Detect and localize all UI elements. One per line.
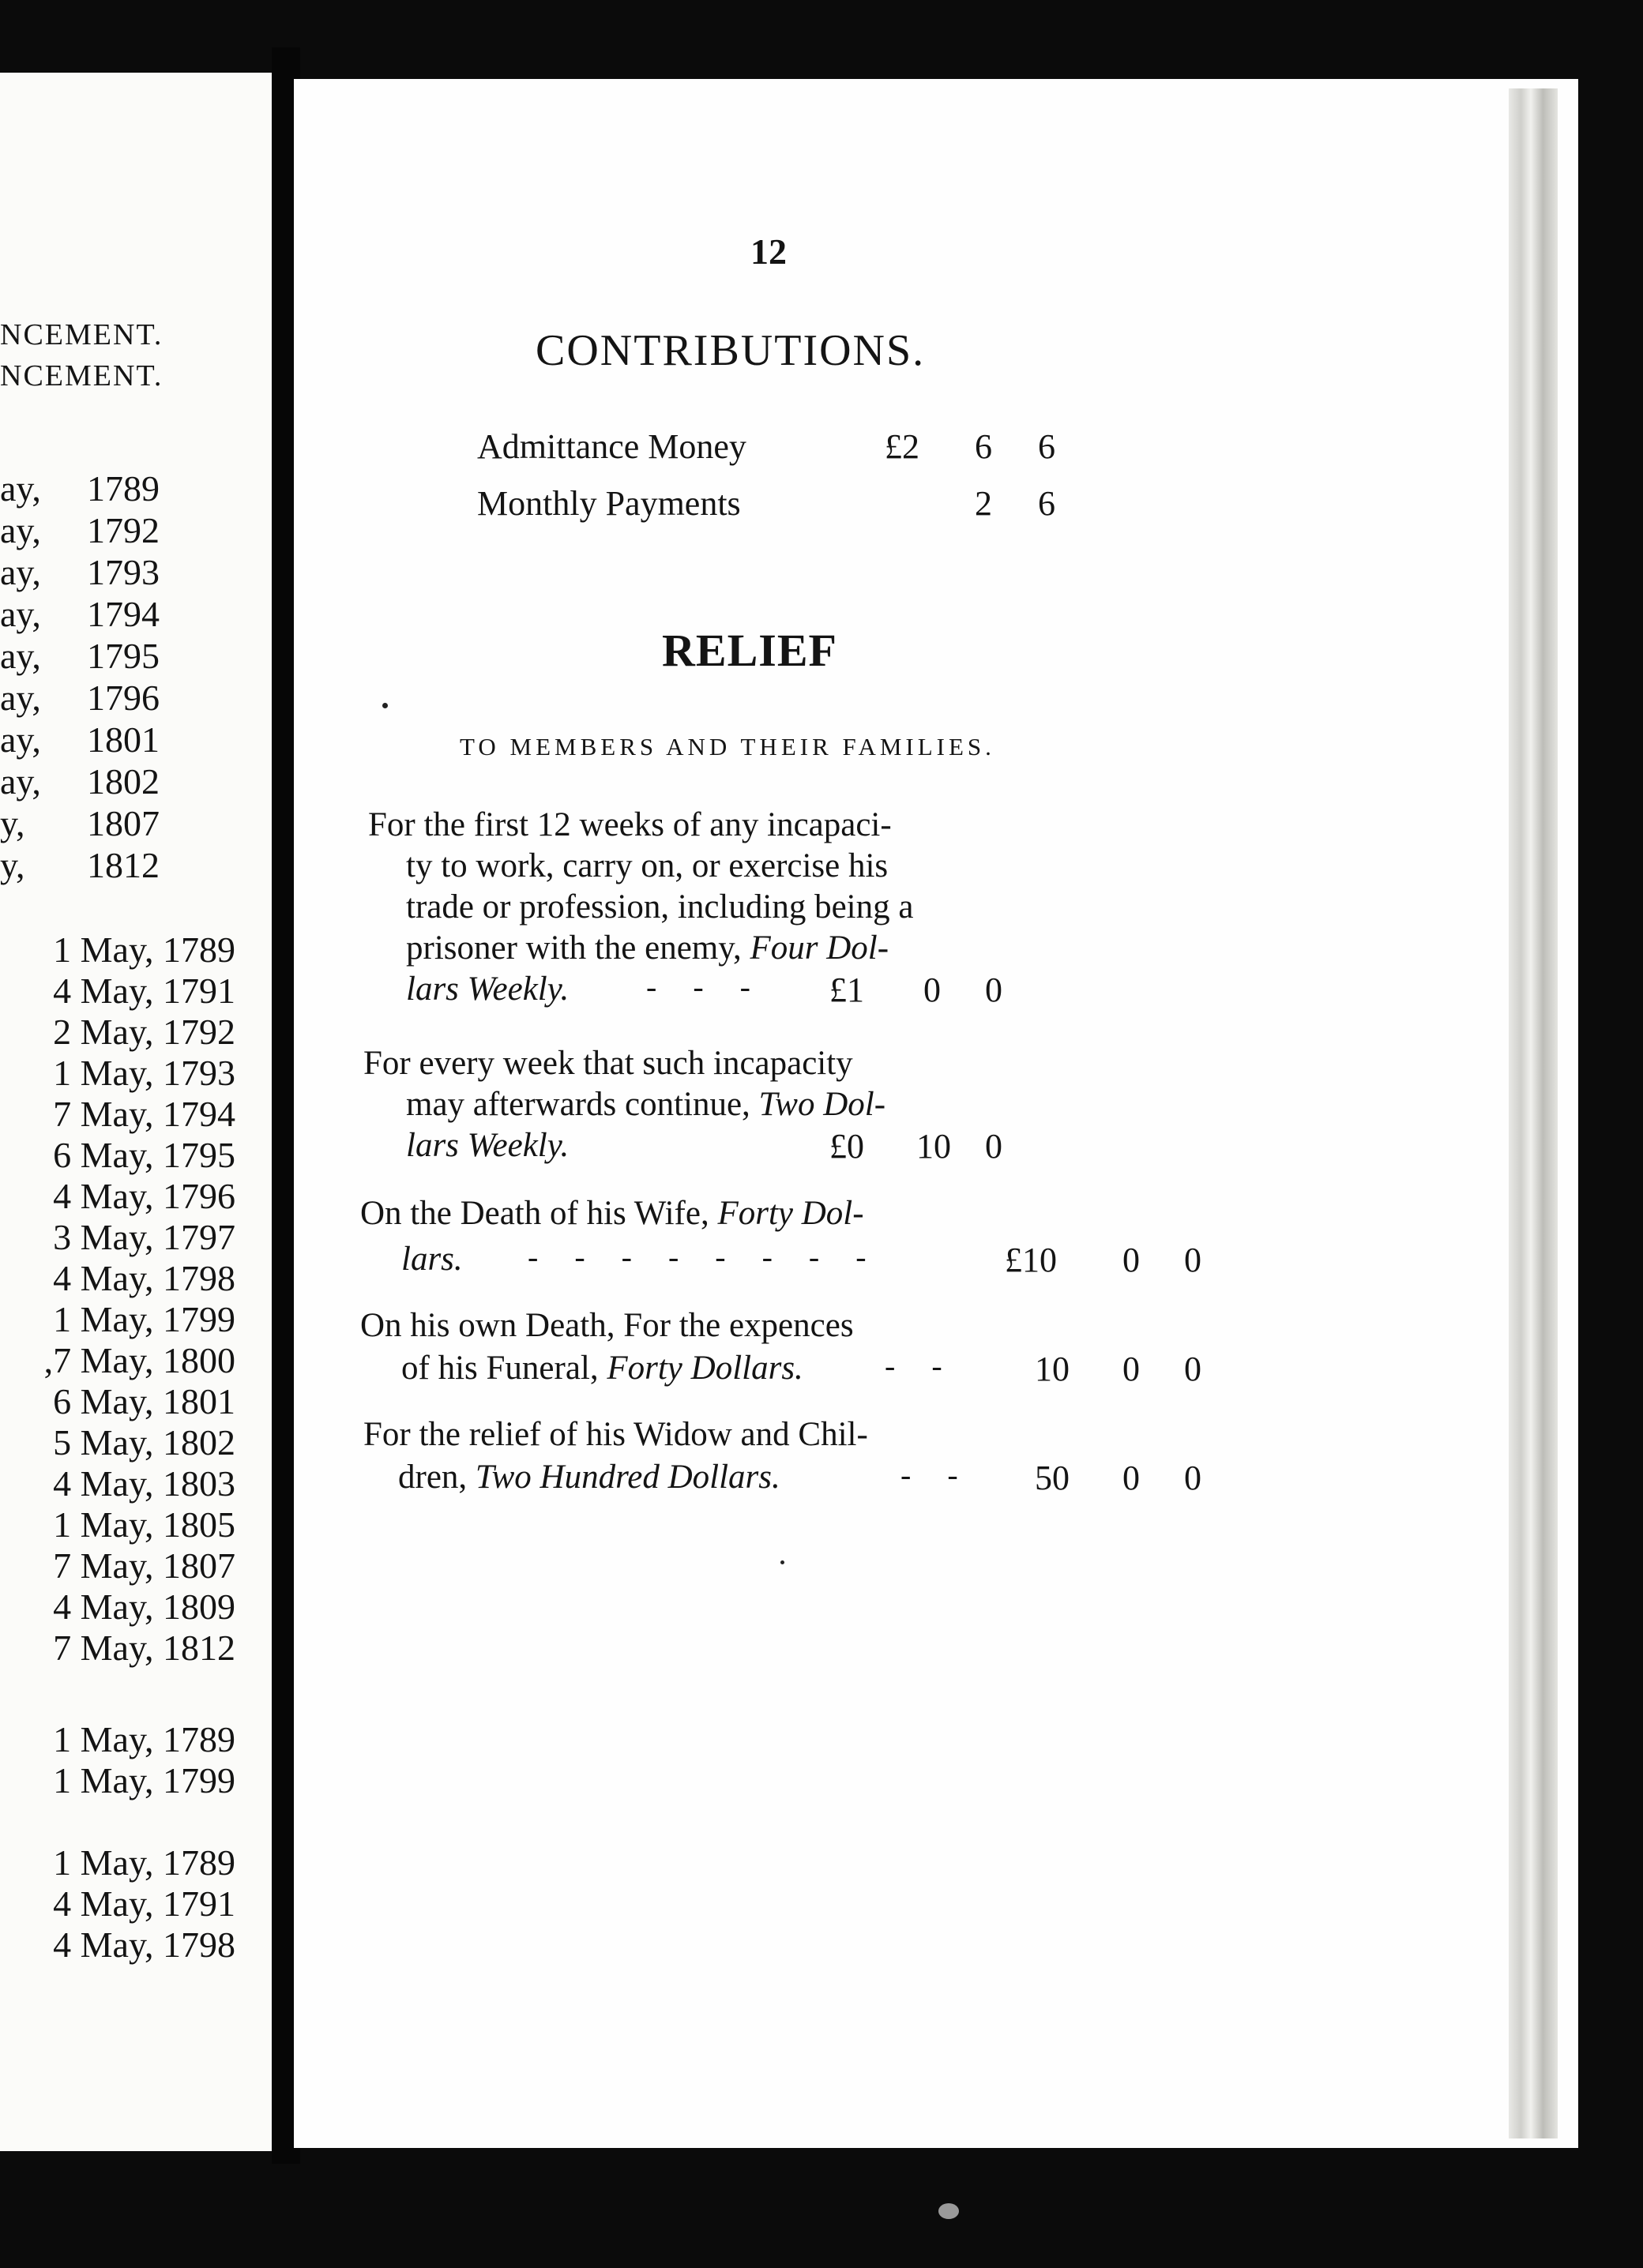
entry-text-line: ty to work, carry on, or exercise his xyxy=(406,847,889,884)
list-item: y, 1807 xyxy=(0,803,160,843)
table-row-label: Admittance Money xyxy=(477,427,746,466)
entry-pence: 0 xyxy=(1184,1350,1201,1388)
list-item: 1 May, 1799 xyxy=(53,1299,235,1339)
relief-title: RELIEF xyxy=(662,625,837,676)
table-cell-pence: 6 xyxy=(1038,427,1055,466)
table-cell-pence: 6 xyxy=(1038,484,1055,523)
entry-text-line xyxy=(360,1194,864,1233)
list-item: 1 May, 1793 xyxy=(53,1053,235,1093)
list-item: 4 May, 1791 xyxy=(53,971,235,1011)
page-edge xyxy=(1509,88,1558,2138)
entry-text-line: For every week that such incapacity xyxy=(363,1045,853,1082)
list-item: 1 May, 1789 xyxy=(53,929,235,970)
list-item: ay, 1801 xyxy=(0,719,160,760)
table-cell-shillings: 6 xyxy=(975,427,992,466)
entry-italic-text: Two Dol- xyxy=(758,1086,886,1123)
entry-shillings: 0 xyxy=(923,971,941,1009)
scan-speck xyxy=(382,703,388,708)
leader-dots: - - xyxy=(885,1348,957,1384)
entry-italic-text: lars Weekly. xyxy=(406,1127,570,1164)
list-item: ay, 1794 xyxy=(0,594,160,634)
entry-text-line xyxy=(406,1085,885,1124)
list-item: 5 May, 1802 xyxy=(53,1422,235,1463)
list-item: 6 May, 1795 xyxy=(53,1135,235,1175)
entry-text-line xyxy=(401,1240,463,1279)
entry-text-line xyxy=(406,970,569,1008)
list-item: ay, 1789 xyxy=(0,468,160,509)
list-item: ay, 1796 xyxy=(0,678,160,718)
entry-amount: 10 xyxy=(1035,1350,1070,1388)
entry-text-line: For the first 12 weeks of any incapaci- xyxy=(368,806,892,843)
entry-shillings: 0 xyxy=(1122,1350,1140,1388)
table-row-label: Monthly Payments xyxy=(477,484,741,523)
entry-pence: 0 xyxy=(1184,1459,1201,1497)
relief-subtitle: TO MEMBERS AND THEIR FAMILIES. xyxy=(460,733,995,760)
leader-dots: - - - - - - - - xyxy=(528,1239,881,1275)
list-item: y, 1812 xyxy=(0,845,160,885)
list-item: 1 May, 1789 xyxy=(53,1842,235,1883)
entry-shillings: 0 xyxy=(1122,1241,1140,1279)
entry-pence: 0 xyxy=(1184,1241,1201,1279)
list-item: 4 May, 1791 xyxy=(53,1883,235,1924)
leader-dots: - - - xyxy=(646,969,765,1004)
entry-pence: 0 xyxy=(985,971,1002,1009)
entry-text-line xyxy=(406,1126,569,1165)
entry-text-line: trade or profession, including being a xyxy=(406,888,914,926)
entry-italic-text: Forty Dollars. xyxy=(607,1350,803,1387)
entry-text-line: For the relief of his Widow and Chil- xyxy=(363,1416,868,1453)
list-item: 7 May, 1794 xyxy=(53,1094,235,1134)
list-item: 1 May, 1789 xyxy=(53,1719,235,1759)
entry-amount: £10 xyxy=(1005,1241,1057,1279)
table-cell-shillings: 2 xyxy=(975,484,992,523)
list-item: ,7 May, 1800 xyxy=(43,1340,235,1380)
entry-italic-text: lars Weekly. xyxy=(406,971,570,1008)
list-item: 1 May, 1799 xyxy=(53,1760,235,1801)
left-heading-line-1: NCEMENT. xyxy=(0,318,164,351)
entry-text-line xyxy=(401,1349,803,1387)
scan-speck xyxy=(780,1560,784,1564)
list-item: 2 May, 1792 xyxy=(53,1012,235,1052)
page-number: 12 xyxy=(750,231,787,272)
entry-text-line: On his own Death, For the expences xyxy=(360,1307,854,1344)
left-facing-page xyxy=(0,73,272,2151)
left-heading-line-2: NCEMENT. xyxy=(0,359,164,392)
entry-italic-text: lars. xyxy=(401,1241,463,1278)
entry-text: may afterwards continue, xyxy=(406,1086,750,1123)
entry-text: dren, xyxy=(398,1459,468,1496)
list-item: 4 May, 1796 xyxy=(53,1176,235,1216)
list-item: 1 May, 1805 xyxy=(53,1504,235,1545)
leader-dots: - - xyxy=(900,1457,972,1493)
entry-text-line xyxy=(398,1458,780,1496)
entry-pence: 0 xyxy=(985,1127,1002,1166)
list-item: 7 May, 1812 xyxy=(53,1628,235,1668)
entry-shillings: 0 xyxy=(1122,1459,1140,1497)
contributions-title: CONTRIBUTIONS. xyxy=(536,326,926,375)
entry-text: On the Death of his Wife, xyxy=(360,1195,709,1232)
list-item: 4 May, 1798 xyxy=(53,1924,235,1965)
scan-speck xyxy=(938,2203,959,2219)
entry-text: of his Funeral, xyxy=(401,1350,599,1387)
entry-shillings: 10 xyxy=(916,1127,951,1166)
list-item: ay, 1802 xyxy=(0,761,160,802)
list-item: ay, 1795 xyxy=(0,636,160,676)
entry-italic-text: Four Dol- xyxy=(750,929,889,967)
table-cell-pounds: £2 xyxy=(885,427,919,466)
list-item: 6 May, 1801 xyxy=(53,1381,235,1421)
entry-italic-text: Two Hundred Dollars. xyxy=(475,1459,780,1496)
list-item: ay, 1792 xyxy=(0,510,160,550)
list-item: 4 May, 1809 xyxy=(53,1586,235,1627)
entry-text: prisoner with the enemy, xyxy=(406,929,742,967)
entry-amount: £1 xyxy=(829,971,864,1009)
list-item: ay, 1793 xyxy=(0,552,160,592)
list-item: 4 May, 1803 xyxy=(53,1463,235,1504)
entry-text-line xyxy=(406,929,889,967)
list-item: 3 May, 1797 xyxy=(53,1217,235,1257)
entry-italic-text: Forty Dol- xyxy=(717,1195,864,1232)
list-item: 7 May, 1807 xyxy=(53,1545,235,1586)
entry-amount: 50 xyxy=(1035,1459,1070,1497)
entry-amount: £0 xyxy=(829,1127,864,1166)
list-item: 4 May, 1798 xyxy=(53,1258,235,1298)
